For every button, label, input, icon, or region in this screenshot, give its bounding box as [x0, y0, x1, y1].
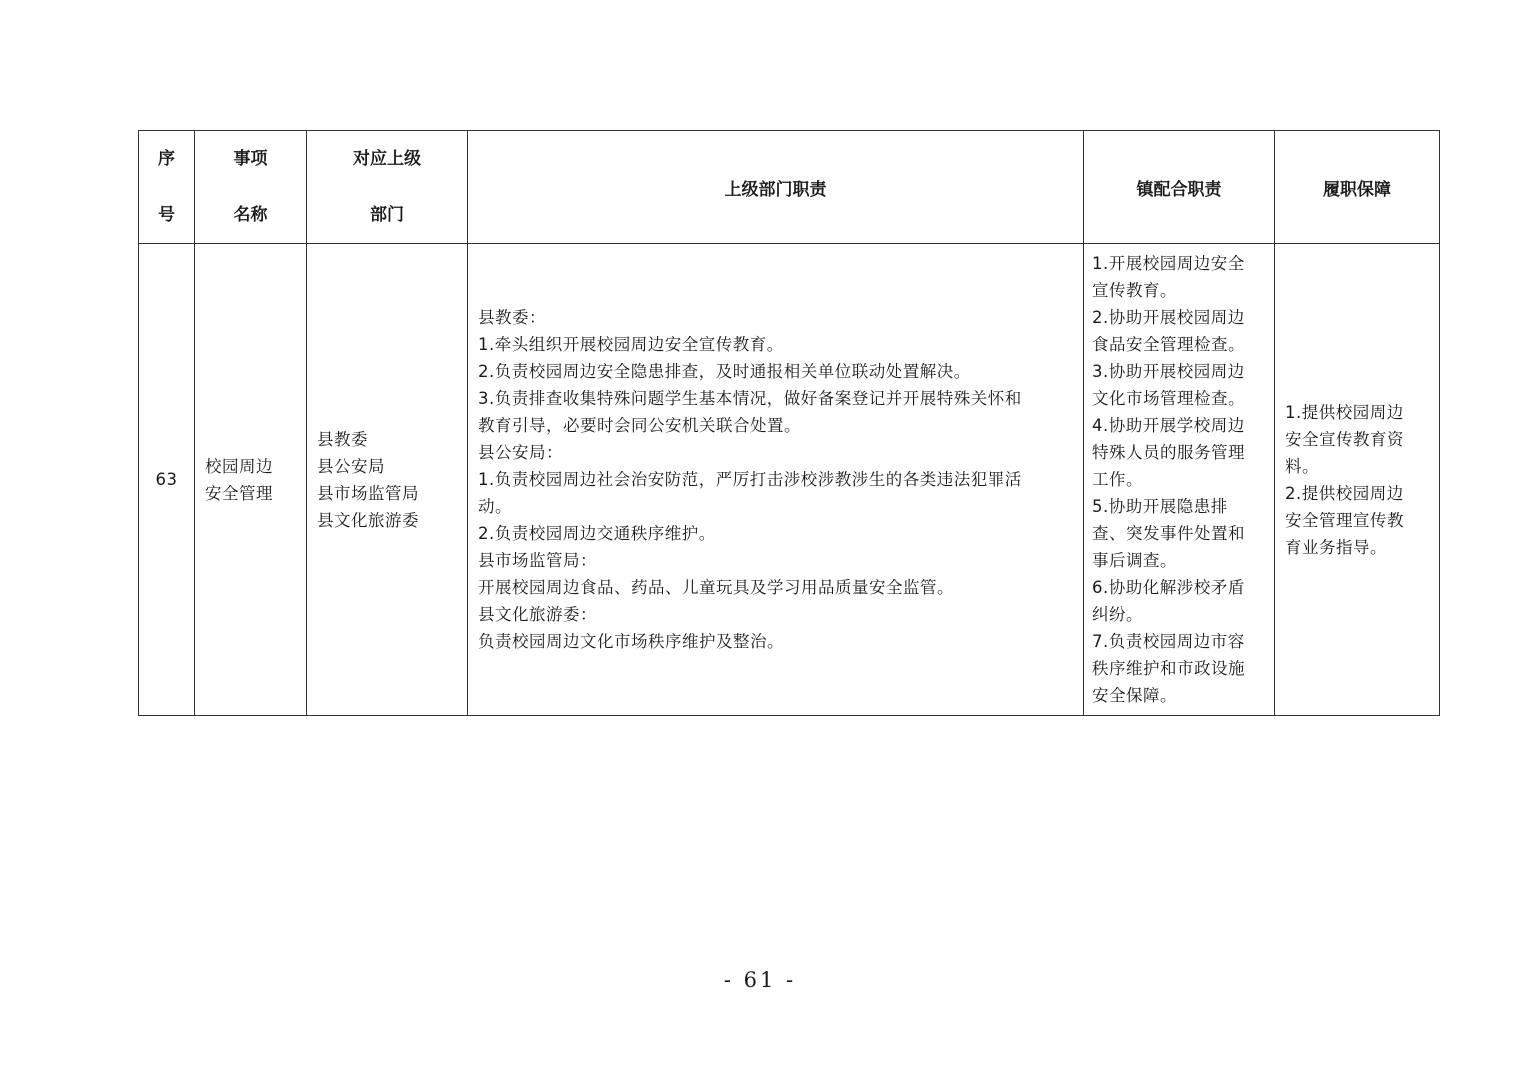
duty-line: 县市场监管局：: [478, 551, 597, 570]
town-duty-line: 纠纷。: [1092, 605, 1143, 624]
header-guarantee: 履职保障: [1275, 131, 1440, 244]
duty-line: 教育引导，必要时会同公安机关联合处置。: [478, 416, 801, 435]
guarantee-line: 1.提供校园周边: [1285, 402, 1404, 422]
town-duty-line: 安全保障。: [1092, 686, 1177, 705]
cell-item-name: [195, 244, 307, 716]
cell-guarantee: [1275, 244, 1440, 716]
guarantee-line: 料。: [1285, 456, 1319, 476]
town-duty-line: 事后调查。: [1092, 551, 1177, 570]
duty-line: 2.负责校园周边安全隐患排查，及时通报相关单位联动处置解决。: [478, 362, 971, 381]
duty-line: 负责校园周边文化市场秩序维护及整治。: [478, 632, 784, 651]
dept-line: 县教委: [317, 429, 368, 449]
header-dept-line: 部门: [370, 205, 404, 225]
town-duty-line: 秩序维护和市政设施: [1092, 659, 1245, 678]
item-name-line: 安全管理: [205, 483, 273, 503]
duty-table: [138, 130, 1440, 716]
town-duty-line: 工作。: [1092, 470, 1143, 489]
page-number: - 61 -: [723, 968, 797, 992]
town-duty-line: 查、突发事件处置和: [1092, 524, 1245, 543]
guarantee-line: 安全管理宣传教: [1285, 510, 1404, 530]
cell-duty: [468, 244, 1084, 716]
header-item-line: 事项: [233, 149, 268, 169]
table-row: [139, 244, 1440, 716]
dept-line: 县公安局: [317, 456, 385, 476]
duty-line: 动。: [478, 497, 512, 516]
duty-line: 开展校园周边食品、药品、儿童玩具及学习用品质量安全监管。: [478, 578, 954, 597]
item-name-line: 校园周边: [205, 456, 273, 476]
town-duty-line: 2.协助开展校园周边: [1092, 308, 1245, 327]
header-dept-line: 对应上级: [353, 149, 421, 169]
header-duty: 上级部门职责: [468, 131, 1084, 244]
town-duty-line: 食品安全管理检查。: [1092, 335, 1245, 354]
cell-dept: [307, 244, 468, 716]
duty-line: 2.负责校园周边交通秩序维护。: [478, 524, 716, 543]
town-duty-line: 宣传教育。: [1092, 281, 1177, 300]
duty-line: 1.负责校园周边社会治安防范，严厉打击涉校涉教涉生的各类违法犯罪活: [478, 470, 1022, 489]
cell-no: 63: [139, 244, 195, 716]
town-duty-line: 特殊人员的服务管理: [1092, 443, 1245, 462]
header-no: [139, 131, 195, 244]
town-duty-line: 7.负责校园周边市容: [1092, 632, 1245, 651]
duty-line: 3.负责排查收集特殊问题学生基本情况，做好备案登记并开展特殊关怀和: [478, 389, 1022, 408]
guarantee-line: 育业务指导。: [1285, 537, 1387, 557]
header-item-line: 名称: [233, 205, 268, 225]
duty-line: 1.牵头组织开展校园周边安全宣传教育。: [478, 335, 784, 354]
guarantee-line: 安全宣传教育资: [1285, 429, 1404, 449]
duty-line: 县文化旅游委：: [478, 605, 597, 624]
cell-town-duty: [1084, 244, 1275, 716]
dept-line: 县文化旅游委: [317, 510, 419, 530]
guarantee-line: 2.提供校园周边: [1285, 483, 1404, 503]
header-no-line: 号: [158, 205, 175, 225]
town-duty-line: 文化市场管理检查。: [1092, 389, 1245, 408]
town-duty-line: 6.协助化解涉校矛盾: [1092, 578, 1245, 597]
header-no-line: 序: [158, 149, 175, 169]
town-duty-line: 4.协助开展学校周边: [1092, 416, 1245, 435]
duty-line: 县教委：: [478, 308, 546, 327]
duty-line: 县公安局：: [478, 443, 563, 462]
table-header-row: [139, 131, 1440, 244]
header-town-duty: 镇配合职责: [1084, 131, 1275, 244]
dept-line: 县市场监管局: [317, 483, 419, 503]
header-item-name: [195, 131, 307, 244]
header-dept: [307, 131, 468, 244]
town-duty-line: 5.协助开展隐患排: [1092, 497, 1228, 516]
town-duty-line: 3.协助开展校园周边: [1092, 362, 1245, 381]
town-duty-line: 1.开展校园周边安全: [1092, 254, 1245, 273]
